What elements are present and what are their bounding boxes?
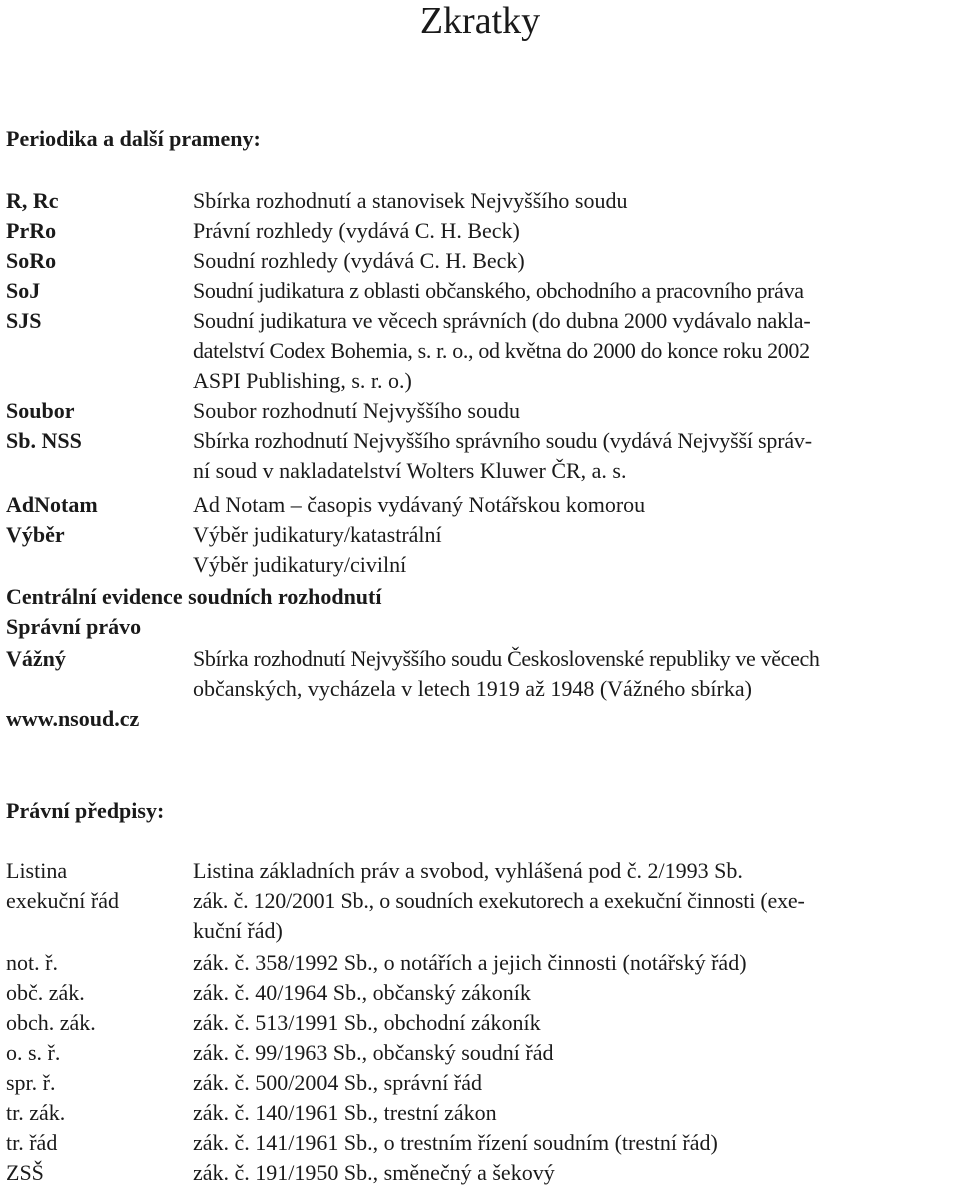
abbr-row-exekucni-rad [0,886,960,916]
abbr-desc: Výběr judikatury/katastrální [193,522,442,547]
abbr-row-sb-nss [0,426,960,456]
abbr-term: PrRo [6,218,57,243]
abbr-desc: kuční řád) [193,918,283,943]
abbr-desc: zák. č. 140/1961 Sb., trestní zákon [193,1100,497,1125]
abbr-term: R, Rc [6,188,59,213]
abbr-desc: zák. č. 513/1991 Sb., obchodní zákoník [193,1010,541,1035]
abbr-row-zss [0,1158,960,1188]
abbr-row-adnotam [0,490,960,520]
abbr-row-r-rc [0,186,960,216]
abbr-term: not. ř. [6,950,58,975]
abbr-row-not-r [0,948,960,978]
abbr-row-nsoud [0,704,960,734]
abbr-desc: Sbírka rozhodnutí Nejvyššího soudu Československé republiky ve věcech [193,646,820,671]
abbr-desc: Ad Notam – časopis vydávaný Notářskou komorou [193,492,646,517]
abbr-row-obc-zak [0,978,960,1008]
abbr-term: ZSŠ [6,1160,44,1185]
abbr-desc: Výběr judikatury/civilní [193,552,407,577]
abbr-desc: Soudní judikatura z oblasti občanského, obchodního a pracovního práva [193,278,804,303]
abbr-row-o-s-r [0,1038,960,1068]
abbr-term: obch. zák. [6,1010,96,1035]
abbr-desc: zák. č. 141/1961 Sb., o trestním řízení soudním (trestní řád) [193,1130,718,1155]
abbr-desc: Soudní judikatura ve věcech správních (do dubna 2000 vydávalo nakla- [193,308,811,333]
abbr-row-centralni-evidence [0,582,960,612]
abbr-term-full: Centrální evidence soudních rozhodnutí [6,584,382,609]
abbr-term: Sb. NSS [6,428,82,453]
section-heading-pravni-predpisy: Právní předpisy: [6,798,165,823]
abbr-row-vyber [0,520,960,550]
abbr-row-soj [0,276,960,306]
abbr-term-full: Správní právo [6,614,142,639]
abbr-term: SoRo [6,248,57,273]
abbr-desc: zák. č. 191/1950 Sb., směnečný a šekový [193,1160,555,1185]
abbr-row-sb-nss-line2 [0,456,960,486]
abbr-term: exekuční řád [6,888,119,913]
abbr-row-soro [0,246,960,276]
abbr-row-vyber-line2 [0,550,960,580]
abbr-row-soubor [0,396,960,426]
abbr-desc: Listina základních práv a svobod, vyhlášená pod č. 2/1993 Sb. [193,858,743,883]
abbr-desc: ní soud v nakladatelství Wolters Kluwer ČR, a. s. [193,458,627,483]
abbr-row-sjs-line3 [0,366,960,396]
abbr-row-spravni-pravo [0,612,960,642]
abbr-desc: Soudní rozhledy (vydává C. H. Beck) [193,248,525,273]
abbr-desc: zák. č. 40/1964 Sb., občanský zákoník [193,980,531,1005]
abbr-term: Listina [6,858,68,883]
abbr-row-sjs-line2 [0,336,960,366]
abbr-row-tr-rad [0,1128,960,1158]
abbr-desc: Právní rozhledy (vydává C. H. Beck) [193,218,520,243]
abbr-row-obch-zak [0,1008,960,1038]
abbr-desc: zák. č. 500/2004 Sb., správní řád [193,1070,482,1095]
abbr-term: tr. řád [6,1130,58,1155]
abbr-term: o. s. ř. [6,1040,61,1065]
section-heading-periodika: Periodika a další prameny: [6,126,261,151]
abbr-term: Výběr [6,522,65,547]
abbr-desc: občanských, vycházela v letech 1919 až 1948 (Vážného sbírka) [193,676,752,701]
abbr-row-exekucni-rad-line2 [0,916,960,946]
abbr-row-vazny [0,644,960,674]
abbr-desc: Soubor rozhodnutí Nejvyššího soudu [193,398,520,423]
abbr-desc: ASPI Publishing, s. r. o.) [193,368,412,393]
abbr-row-listina [0,856,960,886]
abbr-term: Soubor [6,398,75,423]
abbr-term: Vážný [6,646,66,671]
abbr-desc: zák. č. 99/1963 Sb., občanský soudní řád [193,1040,554,1065]
abbr-desc: Sbírka rozhodnutí Nejvyššího správního soudu (vydává Nejvyšší správ- [193,428,812,453]
abbr-row-vazny-line2 [0,674,960,704]
abbr-desc: zák. č. 358/1992 Sb., o notářích a jejich činnosti (notářský řád) [193,950,747,975]
abbr-term: spr. ř. [6,1070,56,1095]
abbr-term: SoJ [6,278,41,303]
abbr-term: SJS [6,308,42,333]
abbr-desc: zák. č. 120/2001 Sb., o soudních exekutorech a exekuční činnosti (exe- [193,888,805,913]
abbr-term-full: www.nsoud.cz [6,706,140,731]
abbr-term: tr. zák. [6,1100,66,1125]
abbr-row-sjs [0,306,960,336]
abbr-desc: datelství Codex Bohemia, s. r. o., od května do 2000 do konce roku 2002 [193,338,810,363]
abbr-term: AdNotam [6,492,98,517]
page-title: Zkratky [419,0,541,42]
abbr-row-tr-zak [0,1098,960,1128]
abbr-row-prro [0,216,960,246]
abbr-term: obč. zák. [6,980,85,1005]
abbr-row-spr-r [0,1068,960,1098]
abbr-desc: Sbírka rozhodnutí a stanovisek Nejvyššího soudu [193,188,628,213]
